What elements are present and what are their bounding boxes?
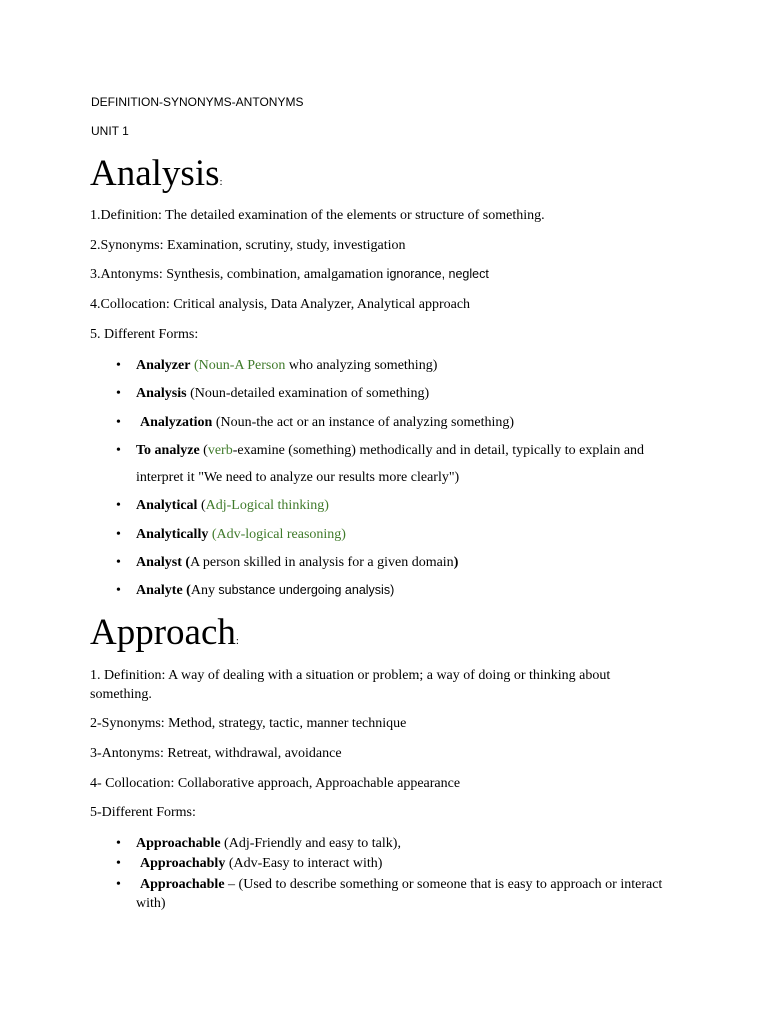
- bullet-icon: •: [116, 443, 121, 458]
- bullet-icon: •: [116, 386, 121, 401]
- form-note: A person skilled in analysis for a given domain: [190, 555, 454, 570]
- bullet-icon: •: [116, 555, 121, 570]
- form-note: (Noun-the act or an instance of analyzing something): [212, 415, 515, 430]
- approach-antonyms: 3-Antonyms: Retreat, withdrawal, avoidance: [90, 746, 342, 761]
- form-word: Approachable: [136, 836, 221, 851]
- bullet-icon: •: [116, 358, 121, 373]
- heading-analysis-text: Analysis: [90, 153, 220, 194]
- analysis-forms-label: 5. Different Forms:: [90, 327, 199, 342]
- list-item: [136, 577, 394, 604]
- list-item: [136, 875, 666, 913]
- form-note: ): [453, 555, 459, 570]
- list-item: [140, 854, 382, 873]
- bullet-icon: •: [116, 856, 121, 871]
- form-word: Analytical: [136, 498, 198, 513]
- list-item: [136, 492, 329, 519]
- analysis-collocation: 4.Collocation: Critical analysis, Data Analyzer, Analytical approach: [90, 297, 471, 312]
- list-item: [140, 409, 514, 436]
- list-item: [136, 521, 346, 548]
- analysis-antonyms-main: 3.Antonyms: Synthesis, combination, amalgamation: [90, 267, 384, 282]
- form-word: Approachably: [140, 856, 226, 871]
- heading-approach: [90, 613, 239, 661]
- form-word: Analyzation: [140, 415, 213, 430]
- form-note: – (Used to describe something or someone that is easy to approach or interact with): [136, 877, 663, 911]
- form-word: Analysis: [136, 386, 187, 401]
- form-note: (Adv-Easy to interact with): [225, 856, 383, 871]
- form-note: (Adv-logical reasoning): [208, 527, 346, 542]
- list-item: [136, 834, 401, 853]
- form-note: (: [199, 443, 208, 458]
- form-note: (: [197, 498, 206, 513]
- form-word: Analyzer: [136, 358, 191, 373]
- analysis-synonyms: 2.Synonyms: Examination, scrutiny, study, investigation: [90, 238, 406, 253]
- form-note: -examine (something) methodically and in detail, typically to explain and interpret it "We need to analyze our results more clearly"): [136, 443, 645, 485]
- bullet-icon: •: [116, 527, 121, 542]
- form-word: Analyte (: [136, 583, 191, 598]
- form-word: Analytically: [136, 527, 209, 542]
- unit-label: UNIT 1: [91, 124, 129, 138]
- form-note: Any: [190, 583, 215, 598]
- form-note: substance undergoing analysis): [214, 583, 395, 597]
- list-item: [136, 380, 429, 407]
- list-item: [136, 437, 676, 491]
- analysis-definition: 1.Definition: The detailed examination of the elements or structure of something.: [90, 208, 545, 223]
- form-note: who analyzing something): [285, 358, 438, 373]
- approach-forms-label: 5-Different Forms:: [90, 805, 196, 820]
- heading-approach-text: Approach: [90, 612, 236, 653]
- form-note: (Noun-A Person: [190, 358, 286, 373]
- document-title: DEFINITION-SYNONYMS-ANTONYMS: [91, 95, 304, 109]
- bullet-icon: •: [116, 498, 121, 513]
- form-note: (Noun-detailed examination of something): [186, 386, 430, 401]
- list-item: [136, 352, 437, 379]
- bullet-icon: •: [116, 415, 121, 430]
- approach-synonyms: 2-Synonyms: Method, strategy, tactic, manner technique: [90, 716, 407, 731]
- approach-definition: 1. Definition: A way of dealing with a situation or problem; a way of doing or thinking about something.: [90, 668, 611, 702]
- list-item: [136, 549, 458, 576]
- form-word: Analyst (: [136, 555, 191, 570]
- heading-colon: :: [235, 635, 239, 647]
- heading-colon: :: [219, 176, 223, 188]
- heading-analysis: [90, 154, 223, 202]
- bullet-icon: •: [116, 836, 121, 851]
- approach-collocation: 4- Collocation: Collaborative approach, Approachable appearance: [90, 776, 461, 791]
- form-note: Adj-Logical thinking): [205, 498, 329, 513]
- bullet-icon: •: [116, 583, 121, 598]
- form-word: To analyze: [136, 443, 200, 458]
- form-note: verb: [207, 443, 233, 458]
- analysis-antonyms-extra: ignorance, neglect: [383, 267, 489, 281]
- bullet-icon: •: [116, 877, 121, 892]
- form-note: (Adj-Friendly and easy to talk),: [220, 836, 401, 851]
- analysis-antonyms: [90, 265, 489, 284]
- form-word: Approachable: [140, 877, 225, 892]
